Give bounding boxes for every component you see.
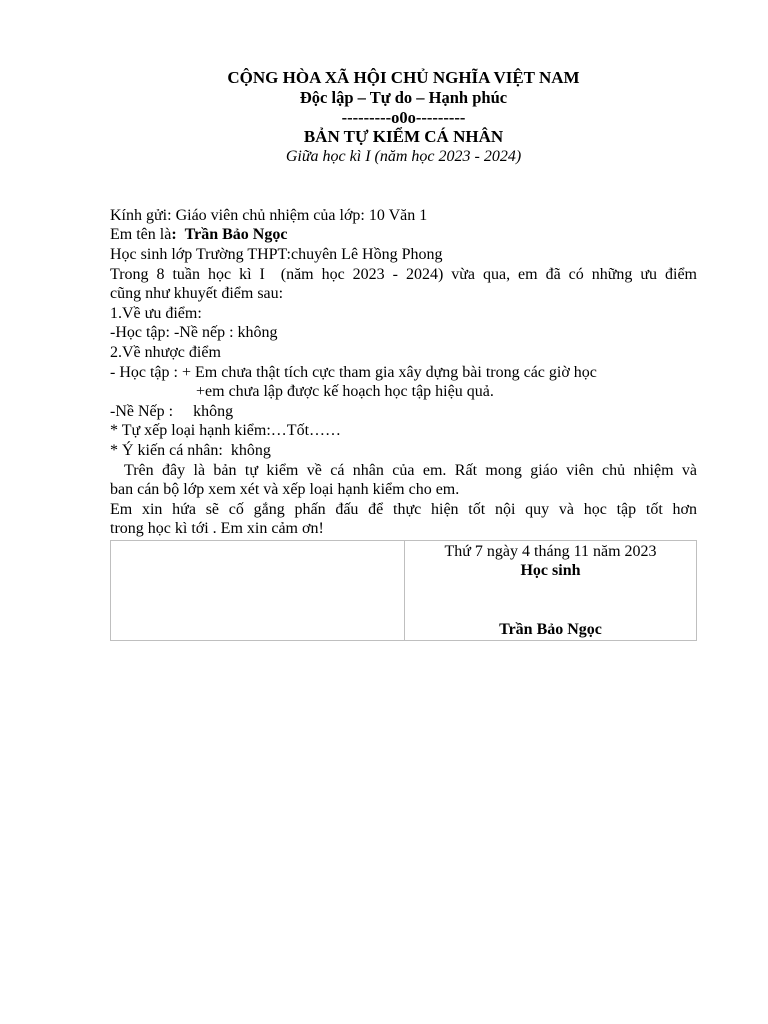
intro-line-2: cũng như khuyết điểm sau: bbox=[110, 285, 284, 303]
self-rating-line: * Tự xếp loại hạnh kiểm:…Tốt…… bbox=[110, 422, 342, 440]
signature-table bbox=[110, 540, 697, 641]
signature-left-cell bbox=[111, 540, 405, 640]
name-line bbox=[110, 225, 697, 245]
weakness-study-line-2: +em chưa lập được kế hoạch học tập hiệu quả. bbox=[196, 383, 494, 401]
signature-role: Học sinh bbox=[520, 562, 581, 580]
country-heading: CỘNG HÒA XÃ HỘI CHỦ NGHĨA VIỆT NAM bbox=[227, 68, 580, 87]
student-name: Trần Bảo Ngọc bbox=[184, 226, 288, 244]
name-label: Em tên là bbox=[110, 226, 172, 244]
school-line: Học sinh lớp Trường THPT:chuyên Lê Hồng Phong bbox=[110, 245, 443, 263]
intro-line-1: Trong 8 tuần học kì I (năm học 2023 - 2024) vừa qua, em đã có những ưu điểm bbox=[110, 265, 697, 283]
signature-space bbox=[405, 581, 696, 620]
weaknesses-heading: 2.Về nhược điểm bbox=[110, 343, 221, 361]
weakness-discipline-line: -Nề Nếp : không bbox=[110, 402, 234, 420]
personal-opinion-line: * Ý kiến cá nhân: không bbox=[110, 441, 271, 459]
signature-name: Trần Bảo Ngọc bbox=[499, 621, 602, 639]
weakness-study-line-1: - Học tập : + Em chưa thật tích cực tham gia xây dựng bài trong các giờ học bbox=[110, 363, 597, 381]
motto: Độc lập – Tự do – Hạnh phúc bbox=[299, 88, 508, 107]
header-spacer bbox=[110, 167, 697, 206]
closing-paragraph-2-line-1: Em xin hứa sẽ cố gắng phấn đấu để thực hiện tốt nội quy và học tập tốt hơn bbox=[110, 500, 697, 518]
closing-paragraph-1-line-2: ban cán bộ lớp xem xét và xếp loại hạnh kiểm cho em. bbox=[110, 481, 460, 499]
document-subtitle: Giữa học kì I (năm học 2023 - 2024) bbox=[285, 148, 522, 166]
strengths-line: -Học tập: -Nề nếp : không bbox=[110, 324, 278, 342]
strengths-heading: 1.Về ưu điểm: bbox=[110, 304, 202, 322]
closing-paragraph-2-line-2: trong học kì tới . Em xin cảm ơn! bbox=[110, 520, 324, 538]
greeting-line: Kính gửi: Giáo viên chủ nhiệm của lớp: 10 Văn 1 bbox=[110, 206, 428, 224]
closing-paragraph-1-line-1: Trên đây là bản tự kiểm về cá nhân của em. Rất mong giáo viên chủ nhiệm và bbox=[124, 461, 697, 479]
document-page bbox=[110, 68, 697, 641]
signature-row bbox=[111, 540, 697, 640]
document-title: BẢN TỰ KIỂM CÁ NHÂN bbox=[303, 127, 504, 147]
signature-date: Thứ 7 ngày 4 tháng 11 năm 2023 bbox=[444, 542, 657, 560]
divider: ---------o0o--------- bbox=[341, 107, 466, 127]
name-separator: : bbox=[171, 226, 177, 244]
signature-right-cell bbox=[405, 540, 697, 640]
